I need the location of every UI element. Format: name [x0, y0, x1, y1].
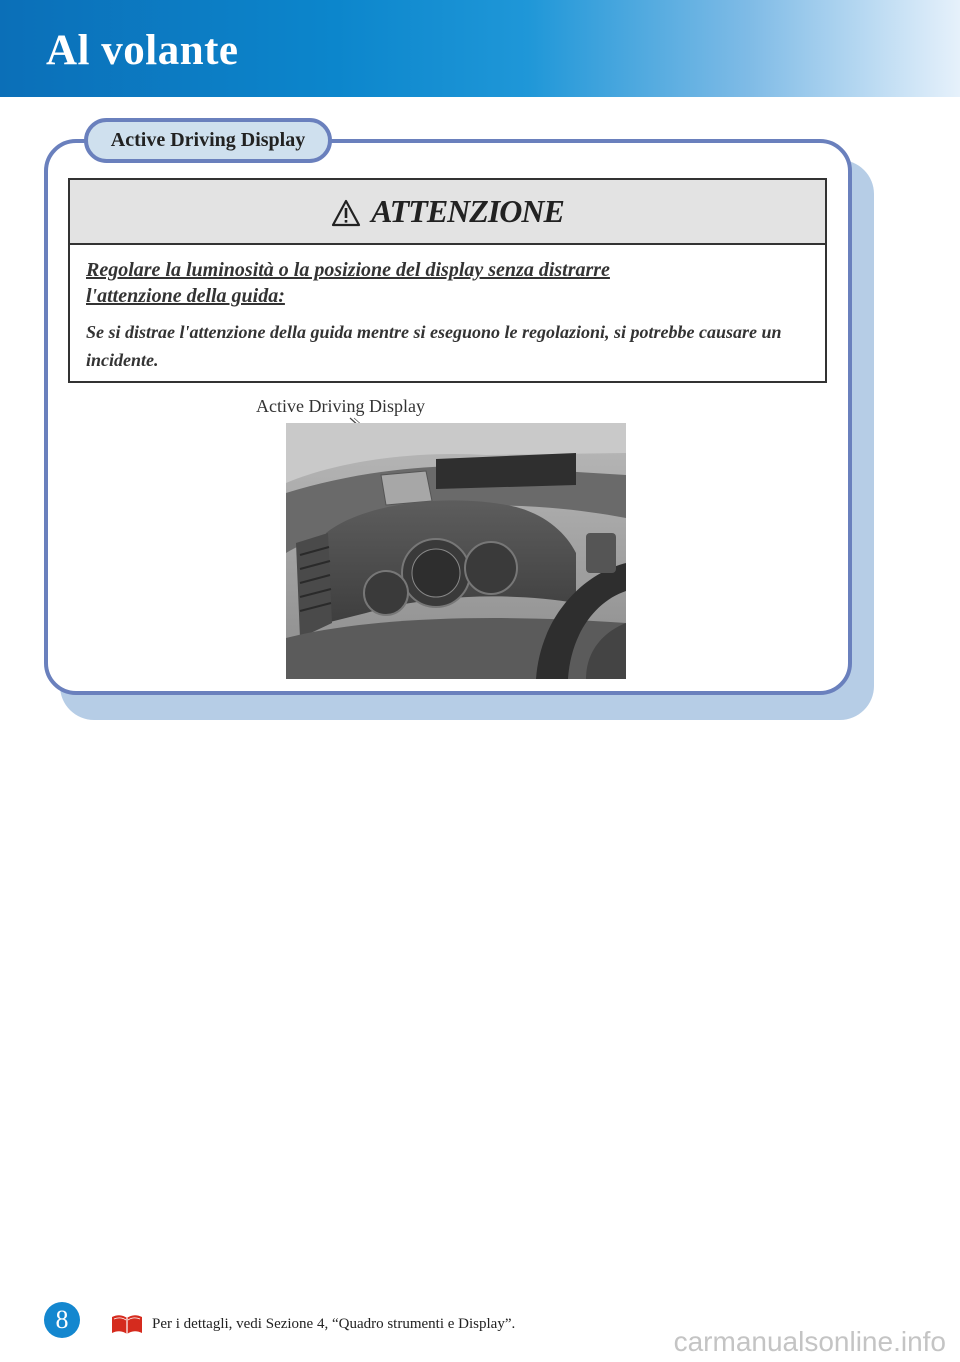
- figure-callout-label: Active Driving Display: [256, 396, 425, 416]
- dashboard-photo: [286, 423, 626, 679]
- warning-body: [70, 245, 825, 374]
- page-number: 8: [44, 1302, 80, 1338]
- watermark: carmanualsonline.info: [673, 1326, 946, 1357]
- book-icon: [110, 1313, 144, 1335]
- warning-header: [70, 180, 825, 245]
- warning-heading: Regolare la luminosità o la posizione del display senza distrarre l'attenzione della guida:: [86, 259, 610, 307]
- warning-box: [68, 178, 827, 383]
- warning-title: ATTENZIONE: [371, 193, 564, 229]
- section-tab: Active Driving Display: [84, 118, 332, 163]
- warning-text: Se si distrae l'attenzione della guida mentre si eseguono le regolazioni, si potrebbe causare un incidente.: [86, 322, 782, 370]
- warning-triangle-icon: [331, 199, 361, 227]
- page-title: Al volante: [46, 27, 239, 74]
- footer-reference: Per i dettagli, vedi Sezione 4, “Quadro strumenti e Display”.: [152, 1316, 516, 1332]
